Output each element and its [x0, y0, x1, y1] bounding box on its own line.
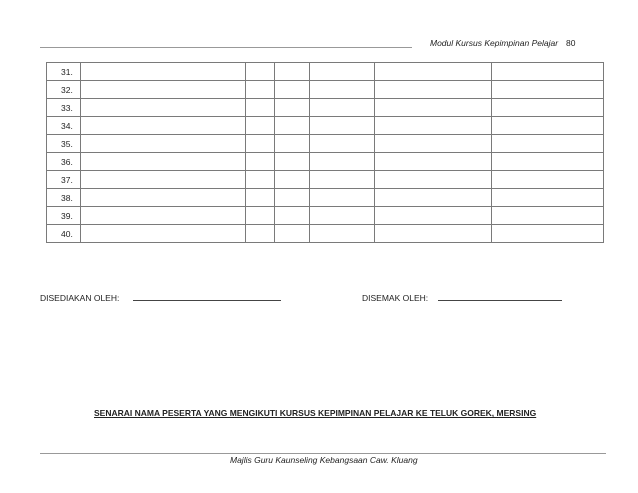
table-cell[interactable]: [375, 135, 492, 153]
table-cell[interactable]: [492, 81, 604, 99]
row-number: 31.: [47, 63, 81, 81]
table-cell[interactable]: [81, 207, 246, 225]
table-row: [47, 99, 604, 117]
row-number: 32.: [47, 81, 81, 99]
table-cell[interactable]: [310, 99, 375, 117]
table-row: [47, 117, 604, 135]
checked-by-signature-line[interactable]: [438, 292, 562, 301]
page-header: [430, 38, 576, 48]
footer-rule: [40, 453, 606, 454]
table-cell[interactable]: [246, 81, 275, 99]
table-cell[interactable]: [246, 99, 275, 117]
table-cell[interactable]: [246, 171, 275, 189]
module-title: Modul Kursus Kepimpinan Pelajar: [430, 38, 559, 48]
table-cell[interactable]: [375, 99, 492, 117]
table-cell[interactable]: [492, 225, 604, 243]
page-number: 80: [566, 38, 576, 48]
table-cell[interactable]: [275, 117, 310, 135]
table-cell[interactable]: [492, 153, 604, 171]
row-number: 38.: [47, 189, 81, 207]
table-row: [47, 189, 604, 207]
table-row: [47, 63, 604, 81]
table-cell[interactable]: [375, 117, 492, 135]
table-cell[interactable]: [310, 171, 375, 189]
row-number: 39.: [47, 207, 81, 225]
table-cell[interactable]: [81, 99, 246, 117]
table-cell[interactable]: [81, 135, 246, 153]
checked-by: [362, 292, 562, 303]
table-cell[interactable]: [275, 153, 310, 171]
table-cell[interactable]: [375, 63, 492, 81]
table-cell[interactable]: [275, 189, 310, 207]
footer-text: Majlis Guru Kaunseling Kebangsaan Caw. Kluang: [230, 455, 418, 465]
table-cell[interactable]: [375, 207, 492, 225]
table-cell[interactable]: [310, 207, 375, 225]
table-cell[interactable]: [275, 63, 310, 81]
table-cell[interactable]: [81, 153, 246, 171]
prepared-by: [40, 292, 281, 303]
table-cell[interactable]: [246, 153, 275, 171]
table-cell[interactable]: [246, 135, 275, 153]
table-row: [47, 153, 604, 171]
row-number: 35.: [47, 135, 81, 153]
table-cell[interactable]: [492, 117, 604, 135]
table-cell[interactable]: [375, 225, 492, 243]
table-cell[interactable]: [310, 63, 375, 81]
row-number: 37.: [47, 171, 81, 189]
table-cell[interactable]: [275, 207, 310, 225]
table-cell[interactable]: [375, 189, 492, 207]
table-cell[interactable]: [492, 171, 604, 189]
table-cell[interactable]: [310, 225, 375, 243]
row-number: 40.: [47, 225, 81, 243]
table-cell[interactable]: [275, 135, 310, 153]
table-row: [47, 135, 604, 153]
table-cell[interactable]: [246, 189, 275, 207]
table-cell[interactable]: [275, 81, 310, 99]
table-cell[interactable]: [310, 153, 375, 171]
table-row: [47, 81, 604, 99]
table-cell[interactable]: [375, 171, 492, 189]
table-cell[interactable]: [246, 63, 275, 81]
table-row: [47, 225, 604, 243]
table-cell[interactable]: [81, 117, 246, 135]
checked-by-label: DISEMAK OLEH:: [362, 293, 429, 303]
table-cell[interactable]: [492, 135, 604, 153]
table-cell[interactable]: [375, 153, 492, 171]
participant-table: [46, 62, 604, 243]
row-number: 34.: [47, 117, 81, 135]
table-row: [47, 171, 604, 189]
table-cell[interactable]: [246, 207, 275, 225]
table-cell[interactable]: [246, 225, 275, 243]
table-cell[interactable]: [492, 189, 604, 207]
table-cell[interactable]: [375, 81, 492, 99]
table-cell[interactable]: [275, 171, 310, 189]
table-cell[interactable]: [81, 225, 246, 243]
table-cell[interactable]: [275, 225, 310, 243]
prepared-by-signature-line[interactable]: [133, 292, 281, 301]
table-cell[interactable]: [310, 189, 375, 207]
table-cell[interactable]: [81, 63, 246, 81]
table-cell[interactable]: [492, 99, 604, 117]
table-cell[interactable]: [492, 63, 604, 81]
table-cell[interactable]: [492, 207, 604, 225]
table-cell[interactable]: [310, 135, 375, 153]
list-title: SENARAI NAMA PESERTA YANG MENGIKUTI KURSUS KEPIMPINAN PELAJAR KE TELUK GOREK, MERSING: [94, 408, 537, 418]
table-cell[interactable]: [81, 81, 246, 99]
table-cell[interactable]: [310, 81, 375, 99]
table-row: [47, 207, 604, 225]
table-cell[interactable]: [246, 117, 275, 135]
header-rule: [40, 47, 412, 48]
table-cell[interactable]: [81, 189, 246, 207]
row-number: 36.: [47, 153, 81, 171]
table-cell[interactable]: [81, 171, 246, 189]
prepared-by-label: DISEDIAKAN OLEH:: [40, 293, 120, 303]
table-cell[interactable]: [310, 117, 375, 135]
table-cell[interactable]: [275, 99, 310, 117]
row-number: 33.: [47, 99, 81, 117]
